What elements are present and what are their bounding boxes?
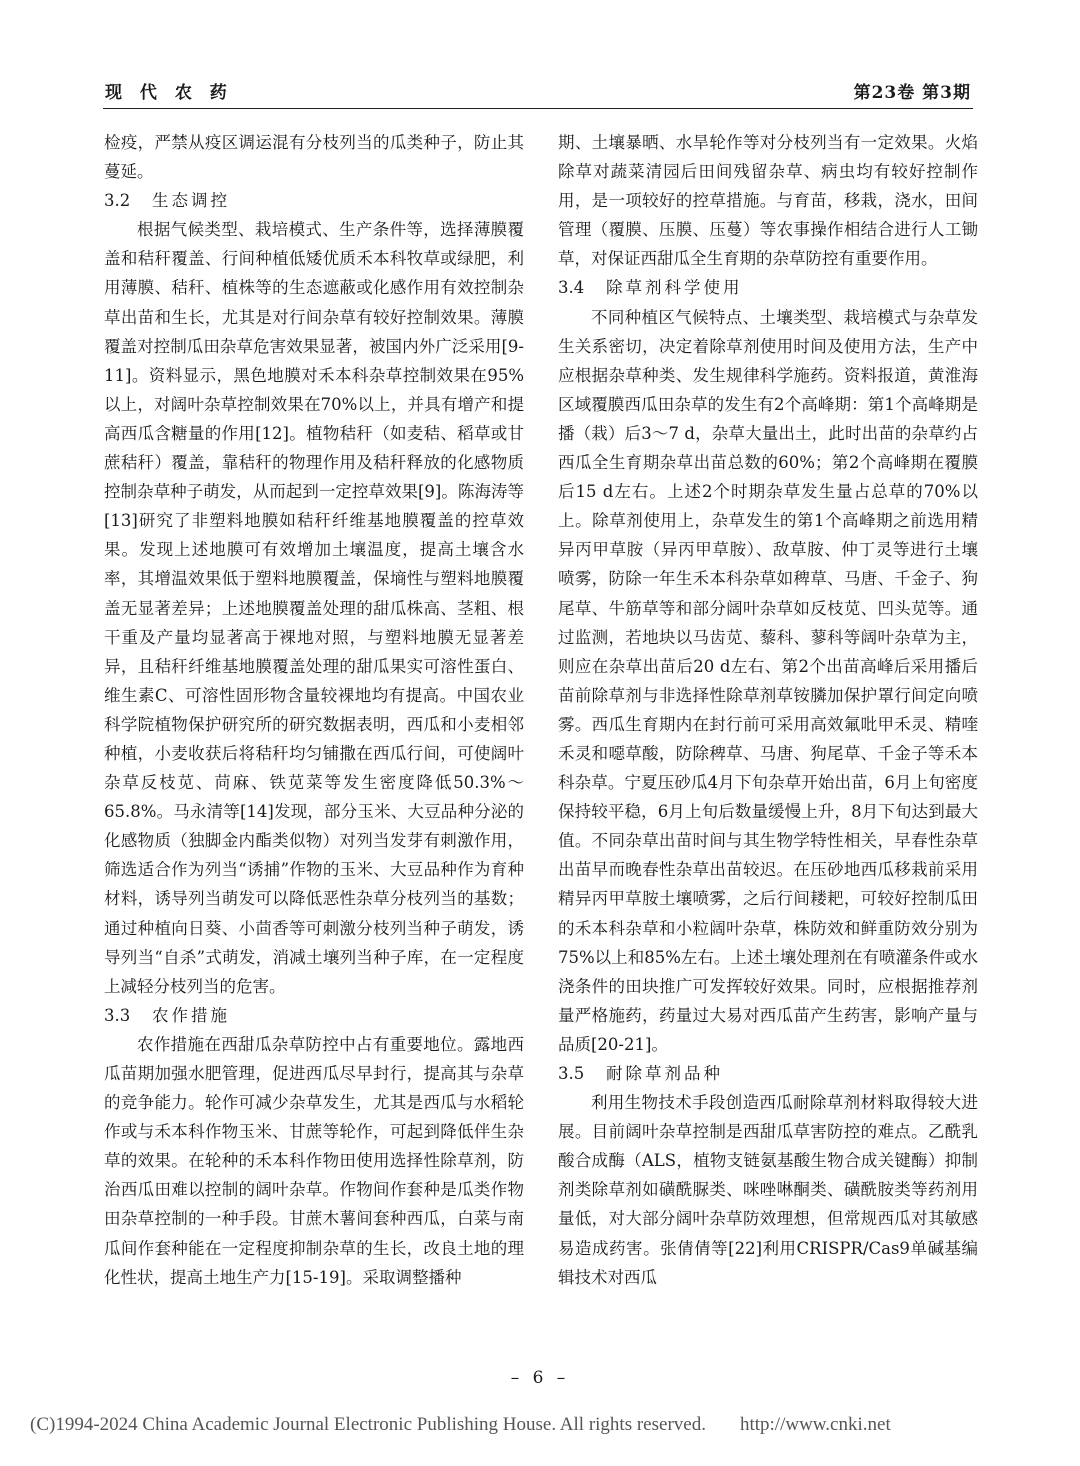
section-number: 3.2 xyxy=(104,191,131,211)
paragraph: 期、土壤暴晒、水旱轮作等对分枝列当有一定效果。火焰除草对蔬菜清园后田间残留杂草、病虫均有较好控制作用，是一项较好的控草措施。与育苗，移栽，浇水，田间管理（覆膜、压膜、压蔓）等农事操作相结合进行人工锄草，对保证西甜瓜全生育期的杂草防控有重要作用。 xyxy=(558,133,978,269)
section-number: 3.4 xyxy=(558,278,585,298)
section-title: 耐除草剂品种 xyxy=(606,1064,723,1083)
section-number: 3.5 xyxy=(558,1064,585,1083)
journal-name: 现 代 农 药 xyxy=(105,83,233,103)
paragraph: 不同种植区气候特点、土壤类型、栽培模式与杂草发生关系密切，决定着除草剂使用时间及使用方法，生产中应根据杂草种类、发生规律科学施药。资料报道，黄淮海区域覆膜西瓜田杂草的发生有2个高峰期：第1个高峰期是播（栽）后3～7 d，杂草大量出土，此时出苗的杂草约占西瓜全生育期杂草出苗总数的60%；第2个高峰期在覆膜后15 d左右。上述2个时期杂草发生量占总草的70%以上。除草剂使用上，杂草发生的第1个高峰期之前选用精异丙甲草胺（异丙甲草胺）、敌草胺、仲丁灵等进行土壤喷雾，防除一年生禾本科杂草如稗草、马唐、千金子、狗尾草、牛筋草等和部分阔叶杂草如反枝苋、凹头苋等。通过监测，若地块以马齿苋、藜科、蓼科等阔叶杂草为主，则应在杂草出苗后20 d左右、第2个出苗高峰后采用播后苗前除草剂与非选择性除草剂草铵膦加保护罩行间定向喷雾。西瓜生育期内在封行前可采用高效氟吡甲禾灵、精喹禾灵和噁草酸，防除稗草、马唐、狗尾草、千金子等禾本科杂草。宁夏压砂瓜4月下旬杂草开始出苗，6月上旬密度保持较平稳，6月上旬后数量缓慢上升，8月下旬达到最大值。不同杂草出苗时间与其生物学特性相关，早春性杂草出苗早而晚春性杂草出苗较迟。在压砂地西瓜移栽前采用精异丙甲草胺土壤喷雾，之后行间耧耙，可较好控制瓜田的禾本科杂草和小粒阔叶杂草，株防效和鲜重防效分别为75%以上和85%左右。上述土壤处理剂在有喷灌条件或水浇条件的田块推广可发挥较好效果。同时，应根据推荐剂量严格施药，药量过大易对西瓜苗产生药害，影响产量与品质[20-21]。 xyxy=(558,307,978,1054)
copyright-text: (C)1994-2024 China Academic Journal Electronic Publishing House. All rights reserved. xyxy=(30,1414,706,1435)
paragraph: 检疫，严禁从疫区调运混有分枝列当的瓜类种子，防止其蔓延。 xyxy=(104,133,524,182)
section-heading-3-5 xyxy=(558,1059,978,1088)
copyright-line xyxy=(30,1414,1070,1436)
running-header xyxy=(103,74,973,109)
section-heading-3-2 xyxy=(104,186,524,215)
section-title: 农作措施 xyxy=(152,1005,230,1025)
section-title: 除草剂科学使用 xyxy=(606,278,743,298)
section-title: 生态调控 xyxy=(152,191,230,211)
section-heading-3-4 xyxy=(558,273,978,302)
right-column xyxy=(558,128,978,1292)
issue-label: 第23卷 第3期 xyxy=(853,83,971,103)
section-number: 3.3 xyxy=(104,1005,131,1025)
cnki-link[interactable]: http://www.cnki.net xyxy=(739,1414,891,1435)
paragraph: 利用生物技术手段创造西瓜耐除草剂材料取得较大进展。目前阔叶杂草控制是西甜瓜草害防控的难点。乙酰乳酸合成酶（ALS，植物支链氨基酸生物合成关键酶）抑制剂类除草剂如磺酰脲类、咪唑啉酮类、磺酰胺类等药剂用量低，对大部分阔叶杂草防效理想，但常规西瓜对其敏感易造成药害。张倩倩等[22]利用CRISPR/Cas9单碱基编辑技术对西瓜 xyxy=(558,1093,978,1287)
section-heading-3-3 xyxy=(104,1001,524,1030)
left-column xyxy=(104,128,524,1292)
paragraph: 根据气候类型、栽培模式、生产条件等，选择薄膜覆盖和秸秆覆盖、行间种植低矮优质禾本科牧草或绿肥，利用薄膜、秸秆、植株等的生态遮蔽或化感作用有效控制杂草出苗和生长，尤其是对行间杂草有较好控制效果。薄膜覆盖对控制瓜田杂草危害效果显著，被国内外广泛采用[9-11]。资料显示，黑色地膜对禾本科杂草控制效果在95%以上，对阔叶杂草控制效果在70%以上，并具有增产和提高西瓜含糖量的作用[12]。植物秸秆（如麦秸、稻草或甘蔗秸秆）覆盖，靠秸秆的物理作用及秸秆释放的化感物质控制杂草种子萌发，从而起到一定控草效果[9]。陈海涛等[13]研究了非塑料地膜如秸秆纤维基地膜覆盖的控草效果。发现上述地膜可有效增加土壤温度，提高土壤含水率，其增温效果低于塑料地膜覆盖，保墒性与塑料地膜覆盖无显著差异；上述地膜覆盖处理的甜瓜株高、茎粗、根干重及产量均显著高于裸地对照，与塑料地膜无显著差异，且秸秆纤维基地膜覆盖处理的甜瓜果实可溶性蛋白、维生素C、可溶性固形物含量较裸地均有提高。中国农业科学院植物保护研究所的研究数据表明，西瓜和小麦相邻种植，小麦收获后将秸秆均匀铺撒在西瓜行间，可使阔叶杂草反枝苋、苘麻、铁苋菜等发生密度降低50.3%～65.8%。马永清等[14]发现，部分玉米、大豆品种分泌的化感物质（独脚金内酯类似物）对列当发芽有刺激作用，筛选适合作为列当“诱捕”作物的玉米、大豆品种作为育种材料，诱导列当萌发可以降低恶性杂草分枝列当的基数；通过种植向日葵、小茴香等可刺激分枝列当种子萌发，诱导列当“自杀”式萌发，消减土壤列当种子库，在一定程度上减轻分枝列当的危害。 xyxy=(104,220,524,996)
page-number: – 6 – xyxy=(510,1368,570,1388)
paragraph: 农作措施在西甜瓜杂草防控中占有重要地位。露地西瓜苗期加强水肥管理，促进西瓜尽早封行，提高其与杂草的竞争能力。轮作可减少杂草发生，尤其是西瓜与水稻轮作或与禾本科作物玉米、甘蔗等轮作，可起到降低伴生杂草的效果。在轮种的禾本科作物田使用选择性除草剂，防治西瓜田难以控制的阔叶杂草。作物间作套种是瓜类作物田杂草控制的一种手段。甘蔗木薯间套种西瓜，白菜与南瓜间作套种能在一定程度抑制杂草的生长，改良土地的理化性状，提高土地生产力[15-19]。采取调整播种 xyxy=(104,1034,524,1287)
